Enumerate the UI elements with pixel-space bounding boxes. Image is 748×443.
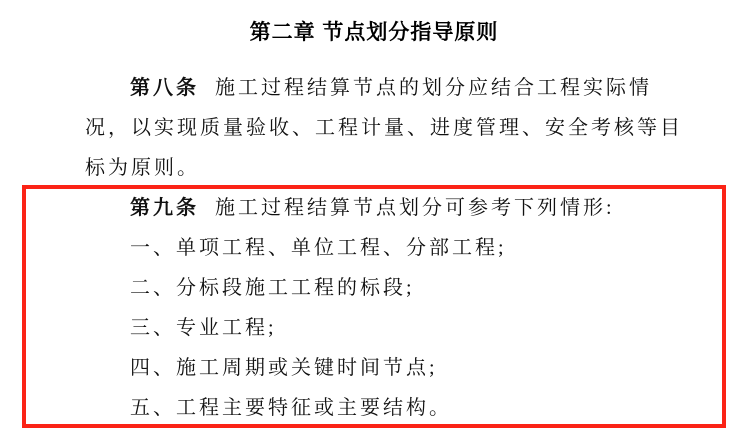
article8-text-1: 施工过程结算节点的划分应结合工程实际情 [215,77,652,99]
article8-label: 第八条 [130,77,199,99]
article9-heading-line [85,188,675,228]
document-body [85,68,683,428]
article9-item-3: 三、专业工程; [130,317,277,339]
article9-item-5: 五、工程主要特征或主要结构。 [130,397,452,419]
article9-heading-text: 施工过程结算节点划分可参考下列情形: [215,197,615,219]
article9-item-4: 四、施工周期或关键时间节点; [130,357,438,379]
article8-line-1 [85,68,675,108]
chapter-title: 第二章 节点划分指导原则 [249,21,499,44]
article9-item-2: 二、分标段施工工程的标段; [130,277,415,299]
article8-line-2: 况，以实现质量验收、工程计量、进度管理、安全考核等目 [85,117,683,139]
article8-line-3: 标为原则。 [85,157,200,179]
article9-item-1: 一、单项工程、单位工程、分部工程; [130,237,507,259]
article9-label: 第九条 [130,197,199,219]
